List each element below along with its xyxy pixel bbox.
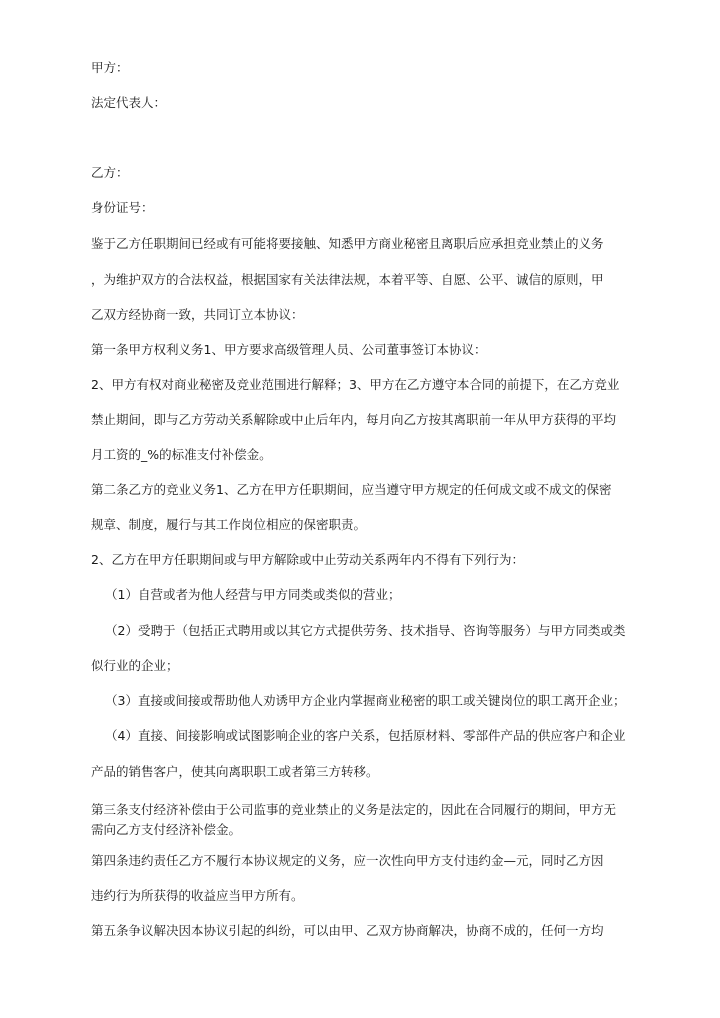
article-3-heading: 第三条支付经济补偿由于公司监事的竞业禁止的义务是法定的，因此在合同履行的期间，甲方无 bbox=[91, 802, 617, 817]
text-line: 月工资的_%的标准支付补偿金。 bbox=[91, 447, 272, 462]
text-line: 违约行为所获得的收益应当甲方所有。 bbox=[91, 888, 304, 903]
text-line: 规章、制度，履行与其工作岗位相应的保密职责。 bbox=[91, 517, 367, 532]
article-1-heading: 第一条甲方权利义务1、甲方要求高级管理人员、公司董事签订本协议： bbox=[91, 342, 487, 357]
party-b-label: 乙方： bbox=[91, 165, 129, 180]
clause-item: （2）受聘于（包括正式聘用或以其它方式提供劳务、技术指导、咨询等服务）与甲方同类或类 bbox=[105, 623, 626, 638]
party-a-label: 甲方： bbox=[91, 60, 129, 75]
text-line: 需向乙方支付经济补偿金。 bbox=[91, 822, 242, 837]
text-line: 2、乙方在甲方任职期间或与甲方解除或中止劳动关系两年内不得有下列行为： bbox=[91, 552, 524, 567]
text-line: 禁止期间，即与乙方劳动关系解除或中止后年内，每月向乙方按其离职前一年从甲方获得的平均 bbox=[91, 412, 617, 427]
text-line: 2、甲方有权对商业秘密及竞业范围进行解释；3、甲方在乙方遵守本合同的前提下，在乙方竞业 bbox=[91, 377, 620, 392]
text-line: 乙双方经协商一致，共同订立本协议： bbox=[91, 307, 304, 322]
id-number-label: 身份证号： bbox=[91, 200, 154, 215]
clause-item: （4）直接、间接影响或试图影响企业的客户关系，包括原材料、零部件产品的供应客户和企业 bbox=[105, 728, 626, 743]
clause-item: （1）自营或者为他人经营与甲方同类或类似的营业； bbox=[105, 587, 401, 602]
text-line: ，为维护双方的合法权益，根据国家有关法律法规，本着平等、自愿、公平、诚信的原则，甲 bbox=[91, 272, 604, 287]
text-line: 产品的销售客户，使其向离职职工或者第三方转移。 bbox=[91, 764, 379, 779]
text-line: 似行业的企业； bbox=[91, 658, 179, 673]
article-2-heading: 第二条乙方的竞业义务1、乙方在甲方任职期间，应当遵守甲方规定的任何成文或不成文的保密 bbox=[91, 482, 612, 497]
clause-item: （3）直接或间接或帮助他人劝诱甲方企业内掌握商业秘密的职工或关键岗位的职工离开企业； bbox=[105, 693, 626, 708]
article-4-heading: 第四条违约责任乙方不履行本协议规定的义务，应一次性向甲方支付违约金—元，同时乙方因 bbox=[91, 853, 604, 868]
legal-representative-label: 法定代表人： bbox=[91, 95, 167, 110]
article-5-heading: 第五条争议解决因本协议引起的纠纷，可以由甲、乙双方协商解决，协商不成的，任何一方均 bbox=[91, 923, 604, 938]
text-line: 鉴于乙方任职期间已经或有可能将要接触、知悉甲方商业秘密且离职后应承担竞业禁止的义务 bbox=[91, 236, 604, 251]
